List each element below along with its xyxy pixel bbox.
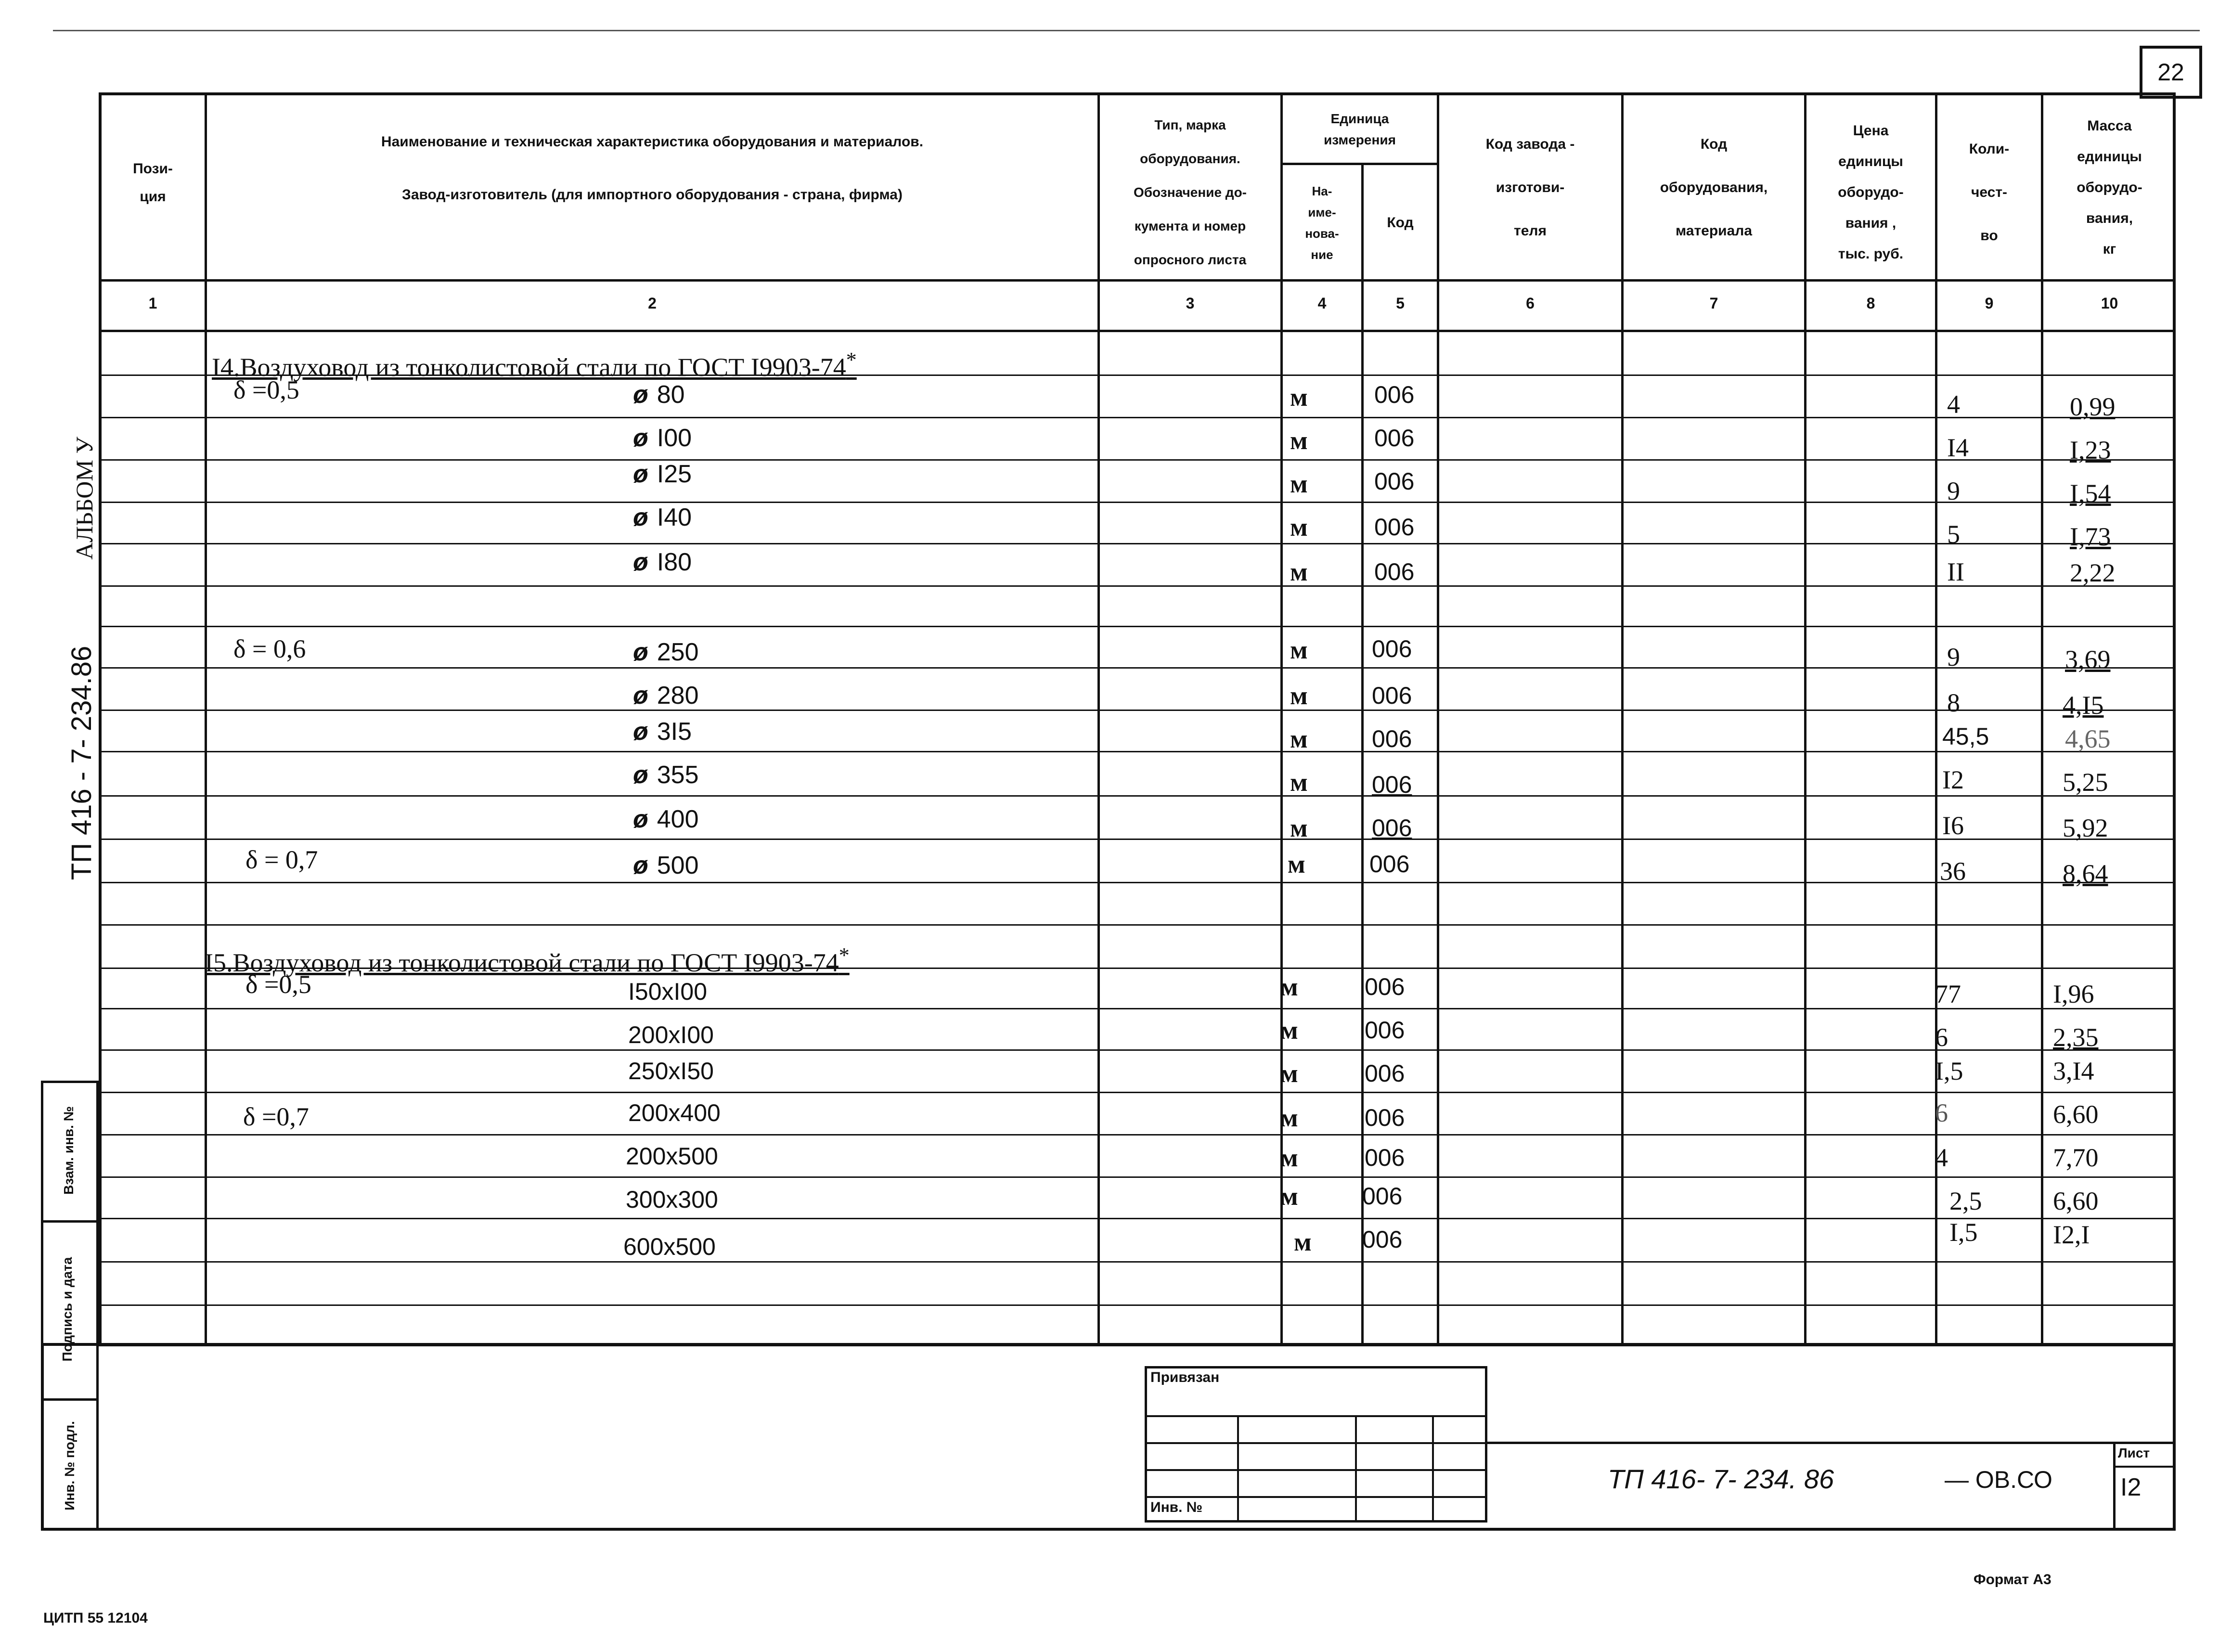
row-line	[99, 1304, 2176, 1306]
s15-row5-mass: 7,70	[2053, 1143, 2099, 1172]
privyazan-line-3	[1145, 1469, 1487, 1471]
doc-code: ТП 416- 7- 234. 86	[1608, 1464, 1834, 1494]
sheet-number-corner: 22	[2157, 59, 2184, 86]
section15-title-text: I5.Воздуховод из тонколистовой стали по ГОСТ I9903-74	[205, 948, 839, 977]
colnum-6: 6	[1526, 294, 1535, 312]
s14-row2-size: ø I00	[633, 424, 692, 452]
s15-row1-mass: I,96	[2053, 980, 2094, 1008]
diameter-icon: ø	[633, 718, 648, 746]
s14-row10-unit: м	[1290, 813, 1308, 842]
row-line	[99, 417, 2176, 418]
header-material-code: Код оборудования, материала	[1660, 136, 1768, 239]
s14-row10-qty: I6	[1942, 811, 1964, 840]
privyazan-col-1	[1237, 1415, 1239, 1523]
section15-asterisk: *	[839, 943, 850, 967]
s15-row5-code: 006	[1365, 1144, 1405, 1171]
section14-title-text: I4.Воздуховод из тонколистовой стали по ГОСТ I9903-74	[212, 353, 846, 382]
s14-row2-unit: м	[1290, 426, 1308, 455]
row-line	[99, 1176, 2176, 1178]
row-line	[99, 502, 2176, 503]
list-box-left	[2113, 1442, 2116, 1531]
s15-row3-code: 006	[1365, 1060, 1405, 1087]
s14-row5-code: 006	[1374, 558, 1415, 585]
row-line	[99, 882, 2176, 883]
footer-format: Формат А3	[1974, 1572, 2051, 1587]
project-label: ТП 416 - 7- 234.86	[66, 645, 97, 880]
s14-row10-code: 006	[1372, 814, 1412, 841]
s15-row4-unit: м	[1280, 1103, 1298, 1132]
s14-row8-size: ø 3I5	[633, 718, 692, 746]
row-line	[99, 751, 2176, 752]
s15-row7-size: 600x500	[623, 1233, 716, 1260]
s14-row9-unit: м	[1290, 768, 1308, 797]
section15-delta-05: δ =0,5	[245, 970, 311, 999]
s14-row8-qty: 45,5	[1942, 723, 1989, 750]
s15-row6-size: 300x300	[626, 1186, 718, 1213]
row-line	[99, 626, 2176, 627]
title-block-frame	[41, 1343, 2176, 1531]
s15-row2-size: 200xI00	[628, 1021, 714, 1048]
s14-row6-size: ø 250	[633, 638, 699, 666]
row-line	[99, 924, 2176, 926]
s14-row1-unit: м	[1290, 383, 1308, 412]
s14-row5-size: ø I80	[633, 548, 692, 576]
s15-row7-code: 006	[1362, 1226, 1403, 1253]
header-unit-code: Код	[1387, 214, 1414, 231]
s15-row4-code: 006	[1365, 1104, 1405, 1131]
list-value: I2	[2120, 1473, 2142, 1501]
header-bottom-line	[99, 279, 2176, 282]
s14-row6-code: 006	[1372, 635, 1412, 662]
s15-row2-unit: м	[1280, 1016, 1298, 1045]
s15-row1-size: I50xI00	[628, 978, 708, 1005]
row-line	[99, 585, 2176, 587]
s15-row3-unit: м	[1280, 1059, 1298, 1088]
s14-row4-mass: I,73	[2070, 522, 2111, 551]
s14-row11-unit: м	[1288, 850, 1305, 878]
s14-row5-qty: II	[1947, 557, 1964, 586]
s14-row6-unit: м	[1290, 635, 1308, 664]
row-line	[99, 1049, 2176, 1051]
s14-row4-code: 006	[1374, 514, 1415, 541]
section14-delta-07: δ = 0,7	[245, 845, 318, 874]
colnum-7: 7	[1709, 294, 1718, 312]
list-box-divider	[2113, 1466, 2176, 1468]
privyazan-col-2	[1355, 1415, 1357, 1523]
s15-row2-mass: 2,35	[2053, 1023, 2099, 1052]
section15-delta-07: δ =0,7	[243, 1102, 309, 1131]
s14-row7-mass: 4,I5	[2063, 691, 2104, 720]
colnum-2: 2	[648, 294, 657, 312]
s15-row5-unit: м	[1280, 1143, 1298, 1172]
s15-row7-unit: м	[1294, 1227, 1312, 1256]
section14-title	[212, 346, 857, 382]
s14-row7-code: 006	[1372, 682, 1412, 709]
unit-header-divider	[1280, 163, 1437, 165]
inv-no-label: Инв. №	[1150, 1499, 1203, 1515]
s14-row8-code: 006	[1372, 725, 1412, 752]
s15-row6-qty: 2,5	[1949, 1187, 1982, 1215]
row-line	[99, 1092, 2176, 1093]
s14-row7-unit: м	[1290, 681, 1308, 710]
row-line	[99, 1134, 2176, 1136]
colnum-1: 1	[148, 294, 157, 312]
header-unit: Единица измерения	[1324, 111, 1396, 147]
top-edge-line	[53, 30, 2200, 31]
diameter-icon: ø	[633, 682, 648, 710]
header-factory-code: Код завода - изготови- теля	[1485, 136, 1575, 239]
diameter-icon: ø	[633, 460, 648, 488]
s15-row4-size: 200x400	[628, 1099, 721, 1126]
row-line	[99, 459, 2176, 461]
s14-row8-unit: м	[1290, 724, 1308, 753]
diameter-icon: ø	[633, 503, 648, 531]
s15-row4-mass: 6,60	[2053, 1100, 2099, 1129]
privyazan-line-2	[1145, 1442, 1487, 1444]
s14-row5-mass: 2,22	[2070, 558, 2116, 587]
colnum-3: 3	[1186, 294, 1195, 312]
s14-row1-size: ø 80	[633, 381, 685, 409]
diameter-icon: ø	[633, 805, 648, 833]
header-name: Наименование и техническая характеристика оборудования и материалов. Завод-изготовитель (для импортного оборудования - страна, фирма)	[381, 134, 924, 203]
s14-row9-qty: I2	[1942, 765, 1964, 794]
s14-row2-code: 006	[1374, 425, 1415, 452]
row-line	[99, 543, 2176, 544]
s14-row10-mass: 5,92	[2063, 813, 2108, 842]
section14-delta-06: δ = 0,6	[233, 634, 306, 663]
s14-row3-qty: 9	[1947, 477, 1960, 505]
footer-left: ЦИТП 55 12104	[43, 1610, 148, 1626]
colnum-10: 10	[2101, 294, 2118, 312]
numbers-bottom-line	[99, 330, 2176, 332]
s15-row6-unit: м	[1280, 1182, 1298, 1211]
section14-delta-05: δ =0,5	[233, 375, 299, 404]
s15-row3-size: 250xI50	[628, 1058, 714, 1084]
doc-suffix: — ОВ.СО	[1945, 1466, 2052, 1493]
s15-row6-code: 006	[1362, 1183, 1403, 1210]
s14-row1-mass: 0,99	[2070, 392, 2116, 421]
stamp-inv: Инв. № подл.	[62, 1421, 77, 1510]
s14-row3-mass: I,54	[2070, 479, 2111, 508]
s14-row2-qty: I4	[1947, 433, 1969, 462]
s14-row4-size: ø I40	[633, 503, 692, 531]
colnum-5: 5	[1396, 294, 1405, 312]
stamp-vzam: Взам. инв. №	[61, 1106, 76, 1195]
s15-row1-qty: 77	[1935, 980, 1961, 1008]
s14-row11-qty: 36	[1940, 857, 1966, 886]
diameter-icon: ø	[633, 548, 648, 576]
s15-row4-qty: 6	[1935, 1098, 1948, 1127]
s14-row2-mass: I,23	[2070, 436, 2111, 465]
header-position: Пози- ция	[133, 161, 173, 205]
stamp-podpis: Подпись и дата	[60, 1257, 75, 1362]
s14-row5-unit: м	[1290, 557, 1308, 586]
s14-row6-qty: 9	[1947, 643, 1960, 671]
s15-row1-code: 006	[1365, 973, 1405, 1000]
privyazan-line-1	[1145, 1415, 1487, 1417]
diameter-icon: ø	[633, 424, 648, 452]
s14-row7-qty: 8	[1947, 688, 1960, 717]
s14-row10-size: ø 400	[633, 805, 699, 833]
privyazan-label: Привязан	[1150, 1369, 1220, 1385]
s15-row2-qty: 6	[1935, 1023, 1948, 1052]
s15-row6-mass: 6,60	[2053, 1187, 2099, 1215]
stamp-column-line	[96, 1081, 99, 1531]
header-mass: Масса единицы оборудо- вания, кг	[2077, 118, 2142, 257]
s14-row9-mass: 5,25	[2063, 768, 2108, 797]
s15-row5-qty: 4	[1935, 1143, 1948, 1172]
row-line	[99, 1261, 2176, 1263]
privyazan-line-4	[1145, 1496, 1487, 1498]
s14-row11-code: 006	[1369, 851, 1410, 878]
privyazan-col-3	[1432, 1415, 1434, 1523]
s15-row7-qty: I,5	[1949, 1218, 1978, 1247]
s14-row7-size: ø 280	[633, 682, 699, 710]
s14-row3-size: ø I25	[633, 460, 692, 488]
s15-row3-qty: I,5	[1935, 1057, 1963, 1085]
s14-row9-code: 006	[1372, 771, 1412, 798]
row-line	[99, 1218, 2176, 1219]
s14-row11-mass: 8,64	[2063, 859, 2108, 888]
section14-asterisk: *	[846, 348, 857, 372]
header-quantity: Коли- чест- во	[1969, 141, 2010, 244]
doc-code-top-line	[1487, 1442, 2176, 1444]
s14-row4-unit: м	[1290, 513, 1308, 542]
row-line	[99, 795, 2176, 797]
s14-row8-mass: 4,65	[2065, 724, 2111, 753]
s15-row5-size: 200x500	[626, 1143, 718, 1170]
colnum-9: 9	[1985, 294, 1994, 312]
s14-row4-qty: 5	[1947, 520, 1960, 549]
s14-row3-code: 006	[1374, 468, 1415, 495]
colnum-4: 4	[1317, 294, 1327, 312]
s14-row11-size: ø 500	[633, 852, 699, 879]
diameter-icon: ø	[633, 381, 648, 409]
row-line	[99, 710, 2176, 711]
row-line	[99, 667, 2176, 669]
colnum-8: 8	[1866, 294, 1875, 312]
header-unit-name: На- име- нова- ние	[1305, 183, 1339, 262]
s15-row1-unit: м	[1280, 972, 1298, 1001]
album-label: АЛЬБОМ У	[71, 437, 98, 560]
s15-row2-code: 006	[1365, 1017, 1405, 1044]
s14-row3-unit: м	[1290, 469, 1308, 498]
s15-row7-mass: I2,I	[2053, 1220, 2090, 1249]
s14-row9-size: ø 355	[633, 761, 699, 789]
stamp-left-line	[41, 1081, 43, 1531]
row-line	[99, 839, 2176, 840]
s14-row1-code: 006	[1374, 381, 1415, 408]
s14-row1-qty: 4	[1947, 390, 1960, 419]
list-label: Лист	[2118, 1446, 2150, 1460]
diameter-icon: ø	[633, 638, 648, 666]
header-type: Тип, марка оборудования. Обозначение до- кумента и номер опросного листа	[1133, 117, 1247, 267]
s14-row6-mass: 3,69	[2065, 645, 2111, 674]
col-line-4	[1361, 164, 1364, 1346]
s15-row3-mass: 3,I4	[2053, 1057, 2094, 1085]
header-price: Цена единицы оборудо- вания , тыс. руб.	[1838, 123, 1904, 262]
diameter-icon: ø	[633, 761, 648, 789]
diameter-icon: ø	[633, 852, 648, 879]
row-line	[99, 1008, 2176, 1009]
